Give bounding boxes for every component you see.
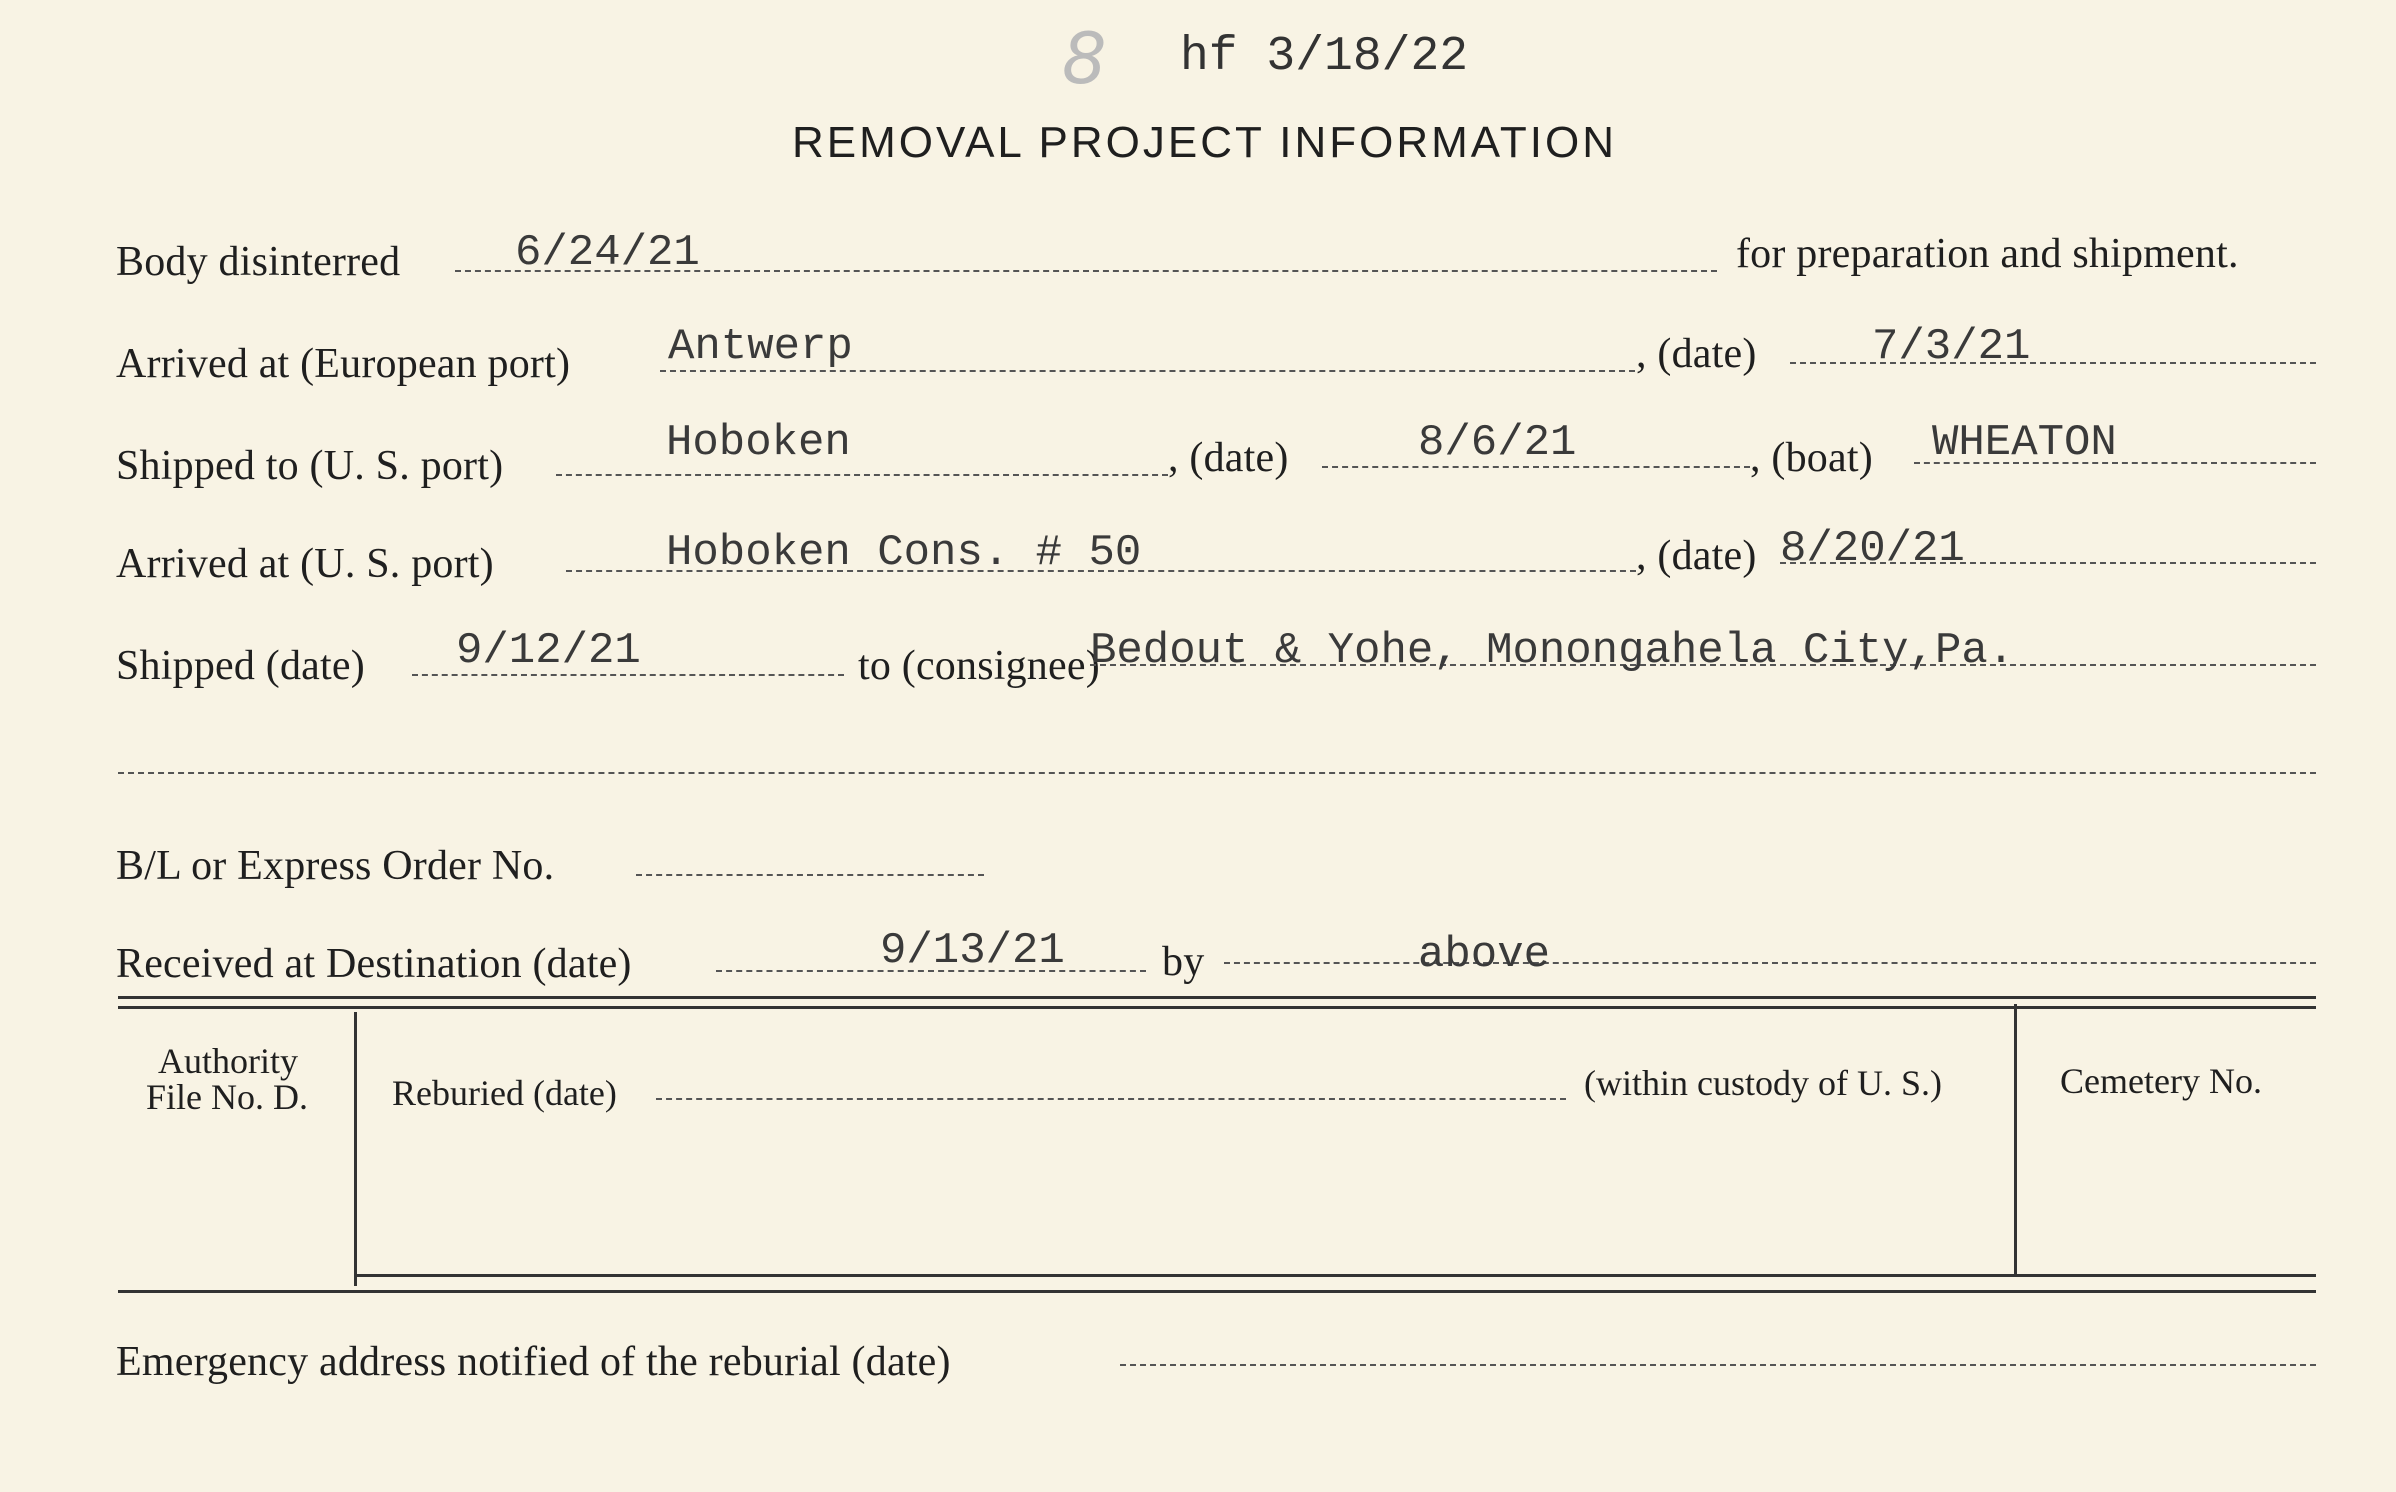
label-authority-line2: File No. D. bbox=[146, 1077, 308, 1117]
label-european-date: , (date) bbox=[1636, 331, 1757, 377]
line-reburied-date bbox=[656, 1098, 1566, 1100]
value-consignee: Bedout & Yohe, Monongahela City,Pa. bbox=[1090, 626, 2015, 676]
double-rule-bottom bbox=[118, 1006, 2316, 1009]
value-us-port-shipped: Hoboken bbox=[666, 418, 851, 468]
value-european-port: Antwerp bbox=[668, 322, 853, 372]
line-emergency bbox=[1120, 1364, 2316, 1366]
line-bl-express bbox=[636, 874, 984, 876]
label-arrived-european: Arrived at (European port) bbox=[116, 341, 571, 387]
divider-left bbox=[354, 1012, 357, 1286]
label-emergency: Emergency address notified of the reburial (date) bbox=[116, 1339, 951, 1385]
value-shipped-out-date: 9/12/21 bbox=[456, 626, 641, 676]
value-arrived-date: 8/20/21 bbox=[1780, 524, 1965, 574]
label-bl-express: B/L or Express Order No. bbox=[116, 843, 555, 889]
double-rule-top bbox=[118, 996, 2316, 999]
label-arrived-us: Arrived at (U. S. port) bbox=[116, 541, 494, 587]
label-authority-line1: Authority bbox=[158, 1041, 298, 1081]
label-cemetery-no: Cemetery No. bbox=[2060, 1061, 2262, 1101]
file-reference: hf 3/18/22 bbox=[1180, 30, 1469, 84]
label-shipped-out: Shipped (date) bbox=[116, 643, 365, 689]
label-for-preparation: for preparation and shipment. bbox=[1736, 231, 2239, 277]
divider-right bbox=[2014, 1004, 2017, 1274]
label-received-destination: Received at Destination (date) bbox=[116, 941, 632, 987]
card-title: REMOVAL PROJECT INFORMATION bbox=[792, 118, 1617, 167]
value-us-port-arrived: Hoboken Cons. # 50 bbox=[666, 528, 1142, 578]
line-european-date bbox=[1790, 362, 2316, 364]
label-reburied-date: Reburied (date) bbox=[392, 1073, 617, 1113]
line-shipped-to-us bbox=[556, 474, 1168, 476]
label-shipped-to-us: Shipped to (U. S. port) bbox=[116, 443, 504, 489]
label-within-custody: (within custody of U. S.) bbox=[1584, 1063, 1942, 1103]
line-received-by bbox=[1224, 962, 2316, 964]
value-shipped-date: 8/6/21 bbox=[1418, 418, 1577, 468]
value-received-by: above bbox=[1418, 930, 1551, 980]
label-received-by: by bbox=[1162, 939, 1205, 985]
label-boat: , (boat) bbox=[1750, 435, 1873, 481]
label-consignee: to (consignee) bbox=[858, 643, 1100, 689]
line-blank-continuation bbox=[118, 772, 2316, 774]
pencil-mark: 8 bbox=[1062, 18, 1107, 100]
label-shipped-date: , (date) bbox=[1168, 435, 1289, 481]
label-body-disinterred: Body disinterred bbox=[116, 239, 401, 285]
box-inner-rule bbox=[354, 1274, 2316, 1277]
value-boat: WHEATON bbox=[1932, 418, 2117, 468]
box-bottom-rule bbox=[118, 1290, 2316, 1293]
value-european-date: 7/3/21 bbox=[1872, 322, 2031, 372]
value-body-disinterred: 6/24/21 bbox=[515, 228, 700, 278]
value-received-date: 9/13/21 bbox=[880, 926, 1065, 976]
label-arrived-date: , (date) bbox=[1636, 533, 1757, 579]
